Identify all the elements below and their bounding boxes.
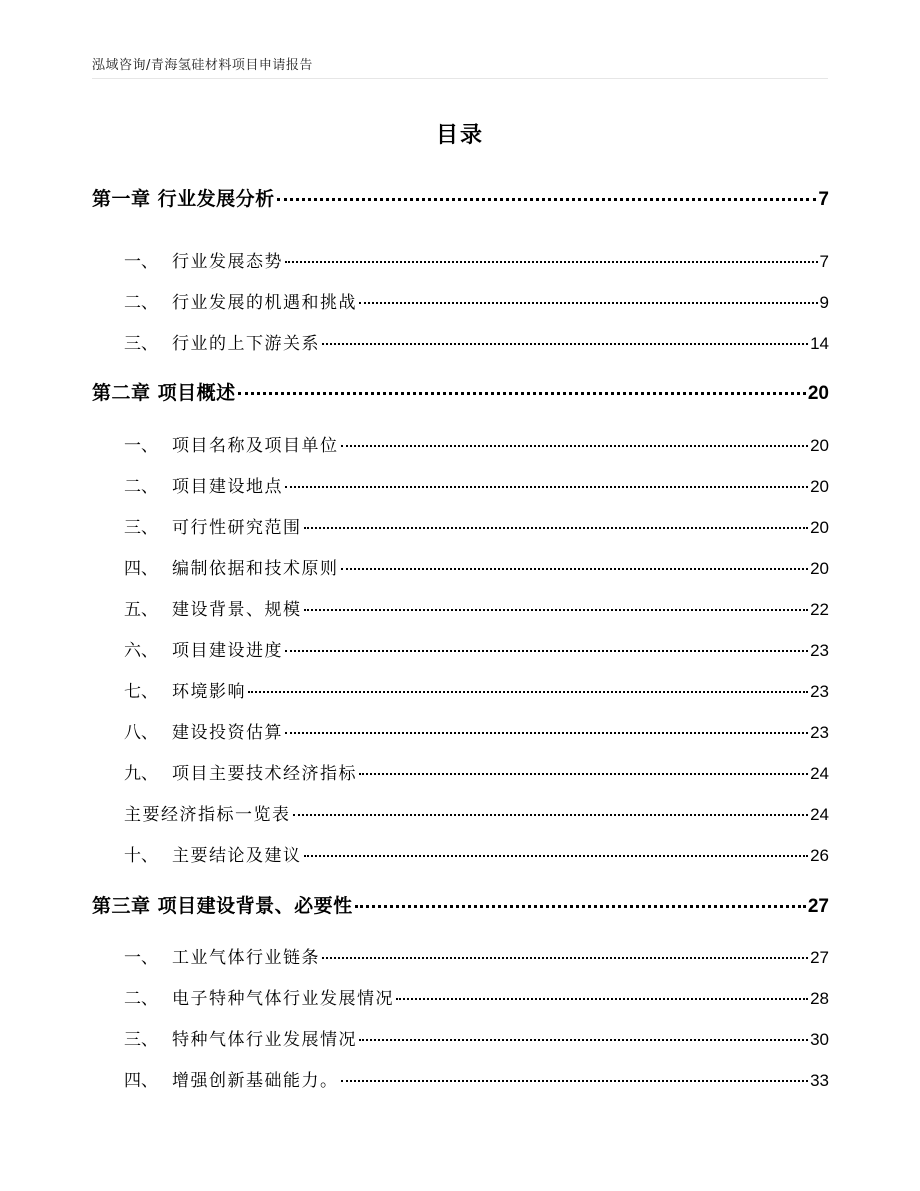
toc-entry-label: 第二章 项目概述 xyxy=(92,382,236,404)
toc-section-entry[interactable] xyxy=(0,431,920,456)
toc-entry-label: 特种气体行业发展情况 xyxy=(172,1030,357,1050)
toc-section-entry[interactable] xyxy=(0,1025,920,1050)
dot-leader xyxy=(304,609,809,611)
toc-page-number: 33 xyxy=(810,1071,829,1090)
toc-entry-label: 行业的上下游关系 xyxy=(172,334,320,354)
toc-entry-label: 主要结论及建议 xyxy=(172,846,302,866)
dot-leader xyxy=(285,650,808,652)
toc-page-number: 22 xyxy=(810,600,829,619)
toc-section-number: 九、 xyxy=(124,764,158,784)
toc-section-number: 十、 xyxy=(124,846,158,866)
toc-chapter-entry[interactable] xyxy=(0,378,920,405)
toc-section-entry[interactable] xyxy=(0,841,920,866)
toc-page-number: 24 xyxy=(810,764,829,783)
header-rule xyxy=(92,78,828,79)
dot-leader xyxy=(238,392,806,395)
toc-section-number: 三、 xyxy=(124,334,158,354)
toc-page-number: 20 xyxy=(810,559,829,578)
toc-entry-label: 主要经济指标一览表 xyxy=(124,805,291,825)
toc-page-number: 26 xyxy=(810,846,829,865)
toc-section-entry[interactable] xyxy=(0,329,920,354)
toc-chapter-entry[interactable] xyxy=(0,184,920,211)
toc-page-number: 20 xyxy=(810,518,829,537)
toc-section-entry[interactable] xyxy=(0,943,920,968)
toc-page-number: 14 xyxy=(810,334,829,353)
toc-section-entry[interactable] xyxy=(0,513,920,538)
toc-entry-label: 项目建设进度 xyxy=(172,641,283,661)
toc-section-number: 三、 xyxy=(124,1030,158,1050)
toc-page-number: 20 xyxy=(807,383,829,404)
toc-entry-label: 工业气体行业链条 xyxy=(172,948,320,968)
dot-leader xyxy=(285,261,818,263)
toc-section-entry[interactable] xyxy=(0,288,920,313)
toc-page-number: 28 xyxy=(810,989,829,1008)
toc-section-number: 一、 xyxy=(124,948,158,968)
toc-entry-label: 增强创新基础能力。 xyxy=(172,1071,339,1091)
dot-leader xyxy=(322,343,808,345)
toc-page-number: 27 xyxy=(807,896,829,917)
toc-entry-label: 第一章 行业发展分析 xyxy=(92,188,275,210)
toc-section-entry[interactable] xyxy=(0,800,920,825)
toc-section-number: 三、 xyxy=(124,518,158,538)
toc-section-number: 七、 xyxy=(124,682,158,702)
toc-section-number: 一、 xyxy=(124,252,158,272)
toc-chapter-entry[interactable] xyxy=(0,891,920,918)
toc-entry-label: 建设投资估算 xyxy=(172,723,283,743)
toc-section-entry[interactable] xyxy=(0,472,920,497)
dot-leader xyxy=(341,1080,809,1082)
toc-page-number: 30 xyxy=(810,1030,829,1049)
toc-title: 目录 xyxy=(435,123,484,148)
dot-leader xyxy=(355,905,806,908)
dot-leader xyxy=(293,814,809,816)
dot-leader xyxy=(359,302,818,304)
running-header: 泓域咨询/青海氢硅材料项目申请报告 xyxy=(92,58,313,73)
toc-section-number: 四、 xyxy=(124,559,158,579)
toc-page-number: 23 xyxy=(810,641,829,660)
toc-entry-label: 项目建设地点 xyxy=(172,477,283,497)
toc-page-number: 20 xyxy=(810,477,829,496)
dot-leader xyxy=(396,998,808,1000)
dot-leader xyxy=(341,568,809,570)
toc-page-number: 24 xyxy=(810,805,829,824)
toc-page-number: 9 xyxy=(819,293,829,312)
toc-section-number: 二、 xyxy=(124,293,158,313)
toc-section-entry[interactable] xyxy=(0,759,920,784)
toc-entry-label: 编制依据和技术原则 xyxy=(172,559,339,579)
toc-section-entry[interactable] xyxy=(0,718,920,743)
toc-section-entry[interactable] xyxy=(0,1066,920,1091)
toc-section-number: 六、 xyxy=(124,641,158,661)
toc-section-entry[interactable] xyxy=(0,595,920,620)
toc-entry-label: 行业发展态势 xyxy=(172,252,283,272)
dot-leader xyxy=(248,691,808,693)
dot-leader xyxy=(304,527,809,529)
toc-entry-label: 项目主要技术经济指标 xyxy=(172,764,357,784)
dot-leader xyxy=(277,198,817,201)
toc-section-number: 一、 xyxy=(124,436,158,456)
toc-entry-label: 可行性研究范围 xyxy=(172,518,302,538)
dot-leader xyxy=(341,445,809,447)
toc-section-number: 二、 xyxy=(124,477,158,497)
toc-entry-label: 项目名称及项目单位 xyxy=(172,436,339,456)
toc-page-number: 23 xyxy=(810,682,829,701)
toc-page-number: 23 xyxy=(810,723,829,742)
dot-leader xyxy=(359,773,808,775)
toc-page-number: 7 xyxy=(818,189,829,210)
toc-section-entry[interactable] xyxy=(0,247,920,272)
toc-section-number: 二、 xyxy=(124,989,158,1009)
toc-page-number: 27 xyxy=(810,948,829,967)
toc-entry-label: 环境影响 xyxy=(172,682,246,702)
toc-section-entry[interactable] xyxy=(0,554,920,579)
toc-entry-label: 第三章 项目建设背景、必要性 xyxy=(92,895,353,917)
toc-section-number: 五、 xyxy=(124,600,158,620)
dot-leader xyxy=(359,1039,808,1041)
toc-section-entry[interactable] xyxy=(0,636,920,661)
toc-section-entry[interactable] xyxy=(0,677,920,702)
dot-leader xyxy=(304,855,809,857)
toc-page-number: 7 xyxy=(819,252,829,271)
toc-entry-label: 电子特种气体行业发展情况 xyxy=(172,989,394,1009)
toc-section-number: 八、 xyxy=(124,723,158,743)
dot-leader xyxy=(322,957,808,959)
toc-section-number: 四、 xyxy=(124,1071,158,1091)
toc-entry-label: 建设背景、规模 xyxy=(172,600,302,620)
toc-section-entry[interactable] xyxy=(0,984,920,1009)
dot-leader xyxy=(285,732,808,734)
toc-page-number: 20 xyxy=(810,436,829,455)
dot-leader xyxy=(285,486,808,488)
toc-entry-label: 行业发展的机遇和挑战 xyxy=(172,293,357,313)
